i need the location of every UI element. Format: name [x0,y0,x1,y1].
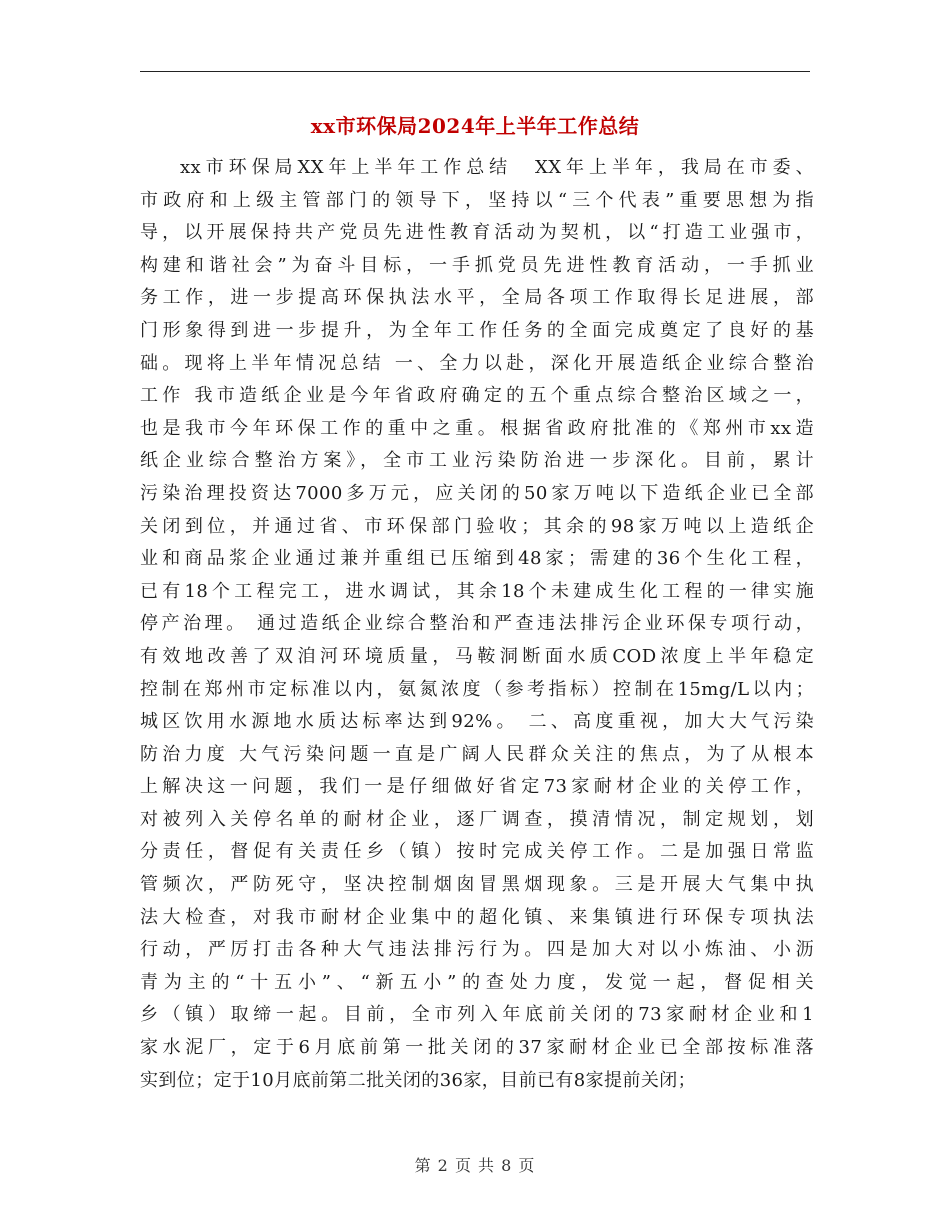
document-title: xx市环保局2024年上半年工作总结 [310,114,640,138]
paragraph-line: 工作 我市造纸企业是今年省政府确定的五个重点综合整治区域之一， [140,385,814,407]
paragraph-line: 础。现将上半年情况总结 一、全力以赴，深化开展造纸企业综合整治 [140,352,814,374]
paragraph-line: 家水泥厂，定于6月底前第一批关闭的37家耐材企业已全部按标准落 [140,1037,814,1059]
paragraph-line: 导，以开展保持共产党员先进性教育活动为契机，以“打造工业强市， [140,222,814,244]
document-body [140,152,814,1097]
paragraph-line: 纸企业综合整治方案》，全市工业污染防治进一步深化。目前，累计 [140,450,814,472]
paragraph-line: 务工作，进一步提高环保执法水平，全局各项工作取得长足进展，部 [140,287,814,309]
paragraph-line: 城区饮用水源地水质达标率达到92%。 二、高度重视，加大大气污染 [140,711,814,733]
paragraph-line: 上解决这一问题，我们一是仔细做好省定73家耐材企业的关停工作， [140,776,814,798]
paragraph-line: 业和商品浆企业通过兼并重组已压缩到48家；需建的36个生化工程， [140,548,814,570]
paragraph-line: 有效地改善了双洎河环境质量，马鞍洞断面水质COD浓度上半年稳定 [140,645,814,667]
paragraph-line: 控制在郑州市定标准以内，氨氮浓度（参考指标）控制在15mg/L以内； [140,678,814,700]
paragraph-line: 行动，严厉打击各种大气违法排污行为。四是加大对以小炼油、小沥 [140,939,814,961]
paragraph-line: 乡（镇）取缔一起。目前，全市列入年底前关闭的73家耐材企业和1 [140,1004,814,1026]
page-number: 第 2 页 共 8 页 [414,1156,536,1175]
paragraph-line: 青为主的“十五小”、“新五小”的查处力度，发觉一起，督促相关 [140,971,814,993]
paragraph-line: 防治力度 大气污染问题一直是广阔人民群众关注的焦点，为了从根本 [140,743,814,765]
paragraph-line: 管频次，严防死守，坚决控制烟囱冒黑烟现象。三是开展大气集中执 [140,874,814,896]
paragraph-line: 市政府和上级主管部门的领导下，坚持以“三个代表”重要思想为指 [140,189,814,211]
paragraph-line: 门形象得到进一步提升，为全年工作任务的全面完成奠定了良好的基 [140,319,814,341]
header-rule [140,71,810,72]
paragraph-line: 构建和谐社会”为奋斗目标，一手抓党员先进性教育活动，一手抓业 [140,254,814,276]
paragraph-line: xx市环保局XX年上半年工作总结 XX年上半年，我局在市委、 [180,157,814,178]
paragraph-line: 实到位；定于10月底前第二批关闭的36家，目前已有8家提前关闭； [140,1069,697,1091]
paragraph-line: 也是我市今年环保工作的重中之重。根据省政府批准的《郑州市xx造 [140,417,814,439]
paragraph-line: 停产治理。 通过造纸企业综合整治和严查违法排污企业环保专项行动， [140,613,814,635]
paragraph-line: 分责任，督促有关责任乡（镇）按时完成关停工作。二是加强日常监 [140,841,814,863]
paragraph-line: 关闭到位，并通过省、市环保部门验收；其余的98家万吨以上造纸企 [140,515,814,537]
paragraph-line: 对被列入关停名单的耐材企业，逐厂调查，摸清情况，制定规划，划 [140,808,814,830]
paragraph-line: 法大检查，对我市耐材企业集中的超化镇、来集镇进行环保专项执法 [140,906,814,928]
paragraph-line: 污染治理投资达7000多万元，应关闭的50家万吨以下造纸企业已全部 [140,482,814,504]
paragraph-line: 已有18个工程完工，进水调试，其余18个未建成生化工程的一律实施 [140,580,814,602]
